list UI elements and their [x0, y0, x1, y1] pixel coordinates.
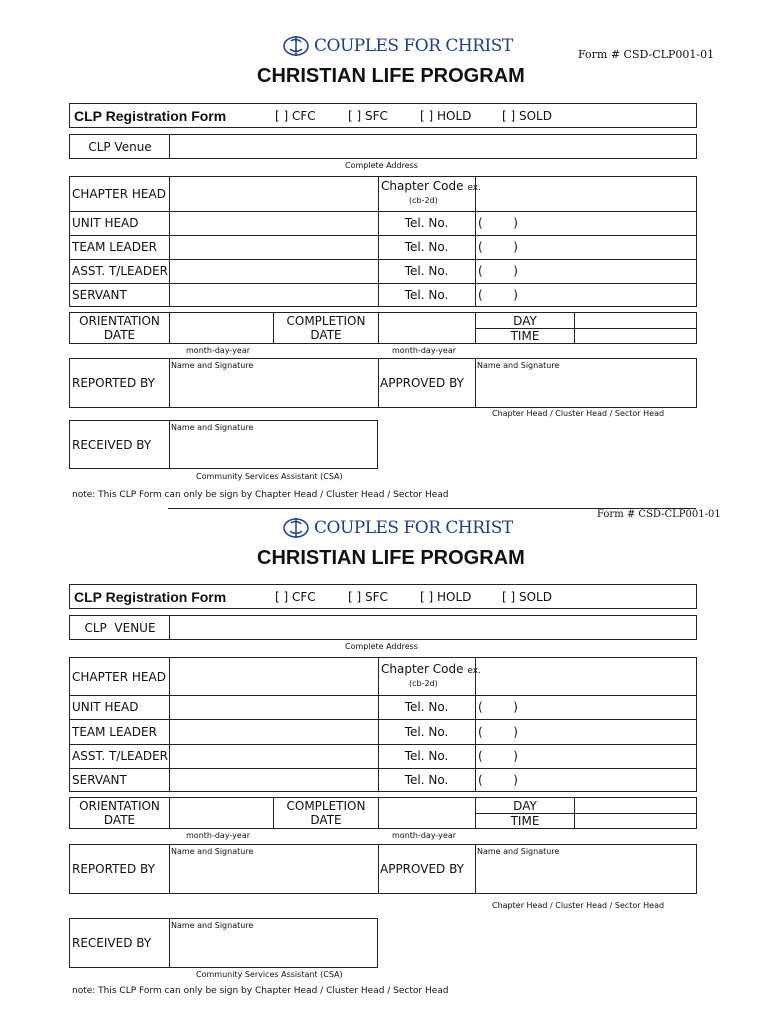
completion-date-field[interactable] — [379, 798, 475, 828]
option-sold[interactable]: [ ] SOLD — [502, 590, 552, 604]
tel-label: Tel. No. — [404, 264, 449, 278]
officers-table — [69, 657, 697, 792]
approver-roles-caption: Chapter Head / Cluster Head / Sector Head — [492, 409, 665, 418]
page-title: CHRISTIAN LIFE PROGRAM — [257, 547, 525, 569]
time-label: TIME — [510, 814, 540, 828]
option-hold[interactable]: [ ] HOLD — [420, 590, 472, 604]
address-caption: Complete Address — [345, 642, 418, 651]
date-format-hint: month-day-year — [392, 831, 457, 840]
venue-label: CLP Venue — [88, 139, 152, 154]
tel-field[interactable]: ( ) — [478, 724, 518, 739]
tel-field[interactable]: ( ) — [478, 749, 518, 763]
dates-row — [69, 312, 697, 344]
venue-label: CLP VENUE — [84, 620, 156, 635]
chapter-head-field[interactable] — [170, 658, 378, 695]
tel-field[interactable]: ( ) — [478, 772, 518, 787]
dates-row — [69, 797, 697, 829]
day-field[interactable] — [575, 313, 696, 328]
note-text: note: This CLP Form can only be sign by Chapter Head / Cluster Head / Sector Head — [72, 490, 449, 500]
completion-date-field[interactable] — [379, 313, 475, 343]
csa-caption: Community Services Assistant (CSA) — [196, 970, 343, 979]
unit-head-field[interactable] — [170, 695, 378, 719]
cfc-emblem-icon — [282, 516, 310, 540]
approved-by-field[interactable] — [476, 857, 696, 893]
chapter-code-label: Chapter Code ex. — [381, 662, 481, 676]
approved-by-label: APPROVED BY — [380, 376, 465, 390]
role-asst-leader: ASST. T/LEADER — [72, 264, 168, 278]
asst-leader-field[interactable] — [170, 744, 378, 768]
officers-table — [69, 176, 697, 307]
date-format-hint: month-day-year — [186, 831, 251, 840]
team-leader-field[interactable] — [170, 719, 378, 744]
servant-field[interactable] — [170, 768, 378, 791]
approved-by-label: APPROVED BY — [380, 862, 465, 876]
received-by-field[interactable] — [170, 931, 377, 967]
tel-field[interactable]: ( ) — [478, 216, 518, 230]
form-number: Form # CSD-CLP001-01 — [597, 509, 721, 520]
orientation-date-label: ORIENTATION DATE — [79, 799, 160, 827]
day-field[interactable] — [575, 798, 696, 813]
tel-label: Tel. No. — [404, 216, 449, 230]
role-team-leader: TEAM LEADER — [72, 724, 157, 739]
name-signature-caption: Name and Signature — [171, 921, 254, 930]
tel-label: Tel. No. — [404, 772, 449, 787]
option-cfc[interactable]: [ ] CFC — [275, 590, 316, 604]
time-label: TIME — [510, 329, 540, 343]
reported-by-label: REPORTED BY — [72, 862, 155, 876]
cfc-emblem-icon — [282, 34, 310, 58]
tel-field[interactable]: ( ) — [478, 287, 518, 302]
approved-by-field[interactable] — [476, 371, 696, 407]
day-label: DAY — [513, 313, 537, 328]
received-by-row — [69, 918, 378, 968]
servant-field[interactable] — [170, 283, 378, 306]
orientation-date-field[interactable] — [170, 313, 273, 343]
csa-caption: Community Services Assistant (CSA) — [196, 472, 343, 481]
time-field[interactable] — [575, 814, 696, 828]
option-sfc[interactable]: [ ] SFC — [348, 109, 388, 123]
role-team-leader: TEAM LEADER — [72, 240, 157, 254]
option-sfc[interactable]: [ ] SFC — [348, 590, 388, 604]
received-by-row — [69, 420, 378, 469]
reported-by-label: REPORTED BY — [72, 376, 155, 390]
team-leader-field[interactable] — [170, 235, 378, 259]
form-number: Form # CSD-CLP001-01 — [578, 48, 715, 61]
tel-label: Tel. No. — [404, 724, 449, 739]
role-chapter-head: CHAPTER HEAD — [72, 187, 166, 201]
received-by-label: RECEIVED BY — [72, 936, 152, 950]
role-unit-head: UNIT HEAD — [72, 700, 139, 714]
tel-label: Tel. No. — [404, 287, 449, 302]
cfc-logo — [282, 516, 513, 540]
reported-by-field[interactable] — [170, 371, 378, 407]
report-approve-row — [69, 358, 697, 408]
tel-label: Tel. No. — [404, 749, 449, 763]
brand-name: COUPLES FOR CHRIST — [314, 36, 513, 56]
day-label: DAY — [513, 798, 537, 813]
name-signature-caption: Name and Signature — [171, 423, 254, 432]
option-hold[interactable]: [ ] HOLD — [420, 109, 472, 123]
venue-row — [69, 615, 697, 640]
option-sold[interactable]: [ ] SOLD — [502, 109, 552, 123]
reported-by-field[interactable] — [170, 857, 378, 893]
tel-field[interactable]: ( ) — [478, 700, 518, 714]
role-servant: SERVANT — [72, 772, 127, 787]
note-text: note: This CLP Form can only be sign by Chapter Head / Cluster Head / Sector Head — [72, 986, 449, 996]
chapter-code-example: (cb-2d) — [409, 679, 438, 688]
address-caption: Complete Address — [345, 161, 418, 170]
chapter-code-field[interactable] — [476, 658, 696, 695]
registration-title: CLP Registration Form — [74, 589, 227, 605]
registration-row — [69, 584, 697, 609]
name-signature-caption: Name and Signature — [477, 361, 560, 370]
tel-field[interactable]: ( ) — [478, 264, 518, 278]
chapter-head-field[interactable] — [170, 177, 378, 211]
registration-title: CLP Registration Form — [74, 108, 227, 124]
time-field[interactable] — [575, 329, 696, 343]
role-asst-leader: ASST. T/LEADER — [72, 749, 168, 763]
venue-row — [69, 134, 697, 159]
completion-date-label: COMPLETION DATE — [286, 799, 366, 827]
cfc-logo — [282, 34, 513, 58]
orientation-date-field[interactable] — [170, 798, 273, 828]
report-approve-row — [69, 844, 697, 894]
role-servant: SERVANT — [72, 287, 127, 302]
received-by-field[interactable] — [170, 433, 377, 468]
venue-field[interactable] — [170, 135, 696, 158]
received-by-label: RECEIVED BY — [72, 437, 152, 452]
date-format-hint: month-day-year — [392, 346, 457, 355]
unit-head-field[interactable] — [170, 211, 378, 235]
chapter-code-field[interactable] — [476, 177, 696, 211]
tel-label: Tel. No. — [404, 700, 449, 714]
chapter-code-example: (cb-2d) — [409, 196, 438, 205]
registration-row — [69, 103, 697, 128]
brand-name: COUPLES FOR CHRIST — [314, 518, 513, 538]
completion-date-label: COMPLETION DATE — [286, 314, 366, 342]
name-signature-caption: Name and Signature — [477, 847, 560, 856]
option-cfc[interactable]: [ ] CFC — [275, 109, 316, 123]
chapter-code-label: Chapter Code ex. — [381, 179, 481, 193]
tel-field[interactable]: ( ) — [478, 240, 518, 254]
asst-leader-field[interactable] — [170, 259, 378, 283]
tel-label: Tel. No. — [404, 240, 449, 254]
date-format-hint: month-day-year — [186, 346, 251, 355]
name-signature-caption: Name and Signature — [171, 361, 254, 370]
role-unit-head: UNIT HEAD — [72, 216, 139, 230]
name-signature-caption: Name and Signature — [171, 847, 254, 856]
role-chapter-head: CHAPTER HEAD — [72, 669, 166, 684]
venue-field[interactable] — [170, 616, 696, 639]
page-title: CHRISTIAN LIFE PROGRAM — [257, 65, 525, 87]
approver-roles-caption: Chapter Head / Cluster Head / Sector Head — [492, 901, 665, 910]
orientation-date-label: ORIENTATION DATE — [79, 314, 160, 342]
